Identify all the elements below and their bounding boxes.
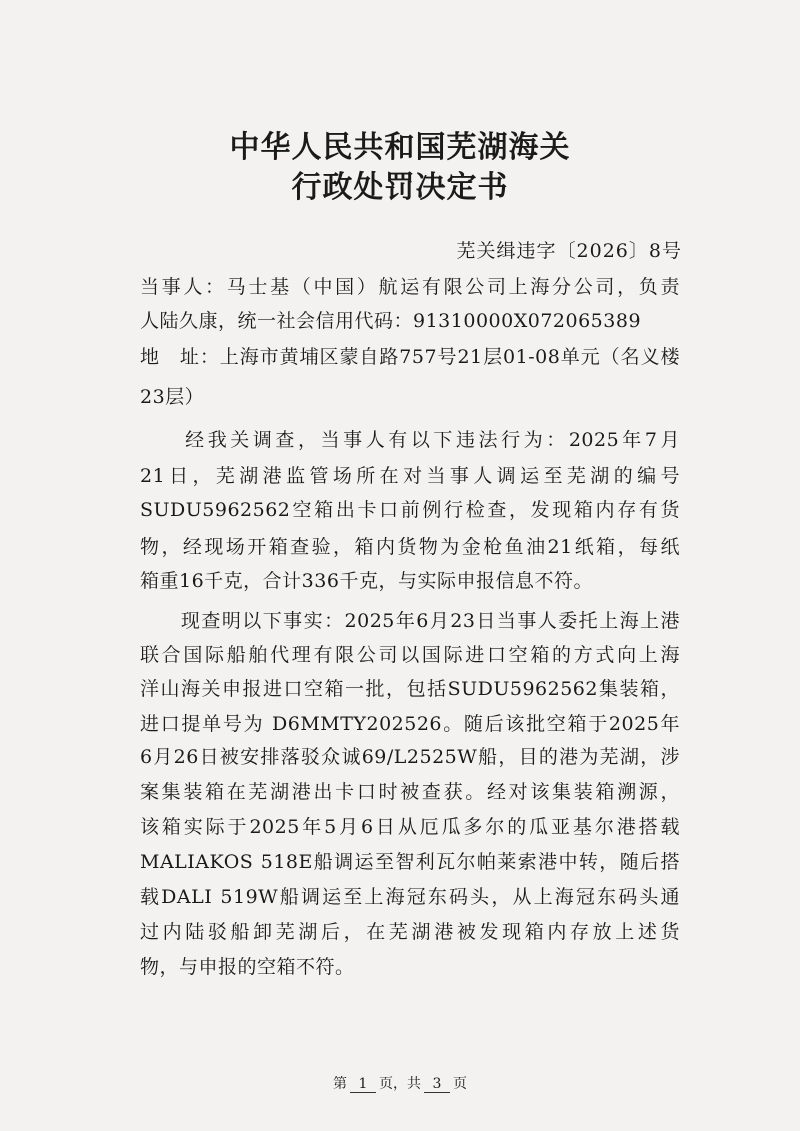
body-line: 洋山海关申报进口空箱一批，包括SUDU5962562集装箱， (140, 678, 680, 700)
body-line: 物，与申报的空箱不符。 (140, 956, 355, 978)
body-line: 经我关调查，当事人有以下违法行为：2025年7月 (140, 429, 680, 451)
body-line: 人陆久康，统一社会信用代码：91310000X072065389 (140, 310, 642, 332)
footer-suffix: 页 (453, 1076, 467, 1092)
document-title-line2: 行政处罚决定书 (291, 170, 509, 205)
body-line: 6月26日被安排落驳众诚69/L2525W船，目的港为芜湖，涉 (140, 746, 680, 768)
footer-page-number: 1 (350, 1076, 376, 1093)
document-title-line1: 中华人民共和国芜湖海关 (229, 130, 571, 165)
body-line: 物，经现场开箱查验，箱内货物为金枪鱼油21纸箱，每纸 (140, 536, 680, 558)
body-line: 21日，芜湖港监管场所在对当事人调运至芜湖的编号 (140, 465, 680, 487)
page-footer (0, 1073, 800, 1093)
body-line: 该箱实际于2025年5月6日从厄瓜多尔的瓜亚基尔港搭载 (140, 816, 680, 838)
body-line: 地 址：上海市黄埔区蒙自路757号21层01-08单元（名义楼 (140, 346, 680, 368)
body-line: 案集装箱在芜湖港出卡口时被查获。经对该集装箱溯源， (140, 781, 680, 803)
body-line: SUDU5962562空箱出卡口前例行检查，发现箱内存有货 (140, 499, 680, 521)
body-line: 过内陆驳船卸芜湖后，在芜湖港被发现箱内存放上述货 (140, 921, 680, 943)
document-number: 芜关缉违字〔2026〕8号 (456, 240, 682, 262)
body-line: 联合国际船舶代理有限公司以国际进口空箱的方式向上海 (140, 644, 680, 666)
body-line: 当事人：马士基（中国）航运有限公司上海分公司，负责 (140, 276, 680, 298)
footer-total-pages: 3 (424, 1076, 450, 1093)
body-line: 23层） (140, 386, 205, 408)
body-line: 进口提单号为 D6MMTY202526。随后该批空箱于2025年 (140, 713, 680, 735)
body-line: 现查明以下事实：2025年6月23日当事人委托上海上港 (140, 610, 680, 632)
footer-prefix: 第 (333, 1076, 347, 1092)
body-line: 载DALI 519W船调运至上海冠东码头，从上海冠东码头通 (140, 886, 680, 908)
body-line: 箱重16千克，合计336千克，与实际申报信息不符。 (140, 570, 593, 592)
body-line: MALIAKOS 518E船调运至智利瓦尔帕莱索港中转，随后搭 (140, 851, 680, 873)
footer-middle: 页，共 (379, 1076, 421, 1092)
